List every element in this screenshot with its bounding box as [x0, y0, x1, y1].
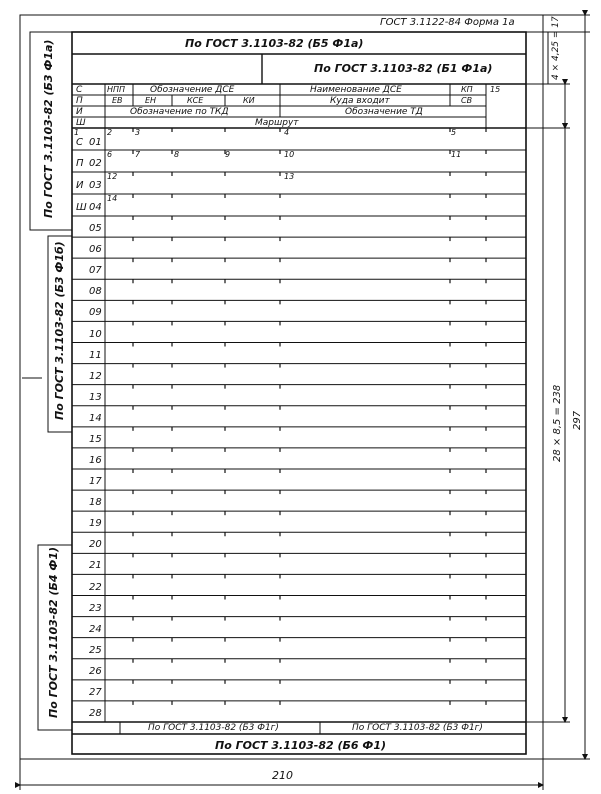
row-number: 06 [89, 244, 102, 256]
special-row-letter: И [76, 180, 84, 191]
row-number: 21 [89, 560, 102, 572]
col-number-14: 14 [107, 194, 118, 203]
tkd-label: Обозначение по ТКД [130, 107, 229, 117]
route-label: Маршрут [255, 118, 299, 128]
col-number-7: 7 [135, 150, 141, 159]
left-label-upper: По ГОСТ 3.1103-82 (Б3 Ф1а) [42, 39, 55, 218]
npp-label: НПП [107, 85, 126, 94]
header-height-dimension: 4 × 4,25 = 17 [551, 16, 561, 80]
row-number: 23 [89, 602, 102, 614]
col-number-6: 6 [107, 150, 113, 159]
form-frame [72, 32, 526, 754]
row-number: 27 [89, 686, 102, 698]
row-number: 10 [89, 328, 102, 340]
rows-height-dimension: 28 × 8,5 = 238 [552, 384, 563, 462]
kp-label: КП [461, 85, 473, 94]
sv-label: СВ [461, 96, 473, 105]
row-number: 12 [89, 370, 102, 382]
row-number: 25 [89, 644, 102, 656]
row-number: 08 [89, 286, 102, 298]
row-number: 18 [89, 497, 102, 509]
row-sh-letter: Ш [76, 118, 86, 128]
special-row-number: 01 [89, 137, 102, 148]
col-number-4: 4 [284, 128, 290, 137]
col-number-3: 3 [135, 128, 141, 137]
col-number-5: 5 [451, 128, 457, 137]
col-number-11: 11 [451, 150, 462, 159]
col-number-9: 9 [225, 150, 231, 159]
row-number: 28 [89, 708, 102, 719]
bottom-ref-left: По ГОСТ 3.1103-82 (Б3 Ф1г) [148, 723, 279, 733]
row-number: 26 [89, 665, 102, 677]
col-number-10: 10 [284, 150, 295, 159]
row-number: 20 [89, 539, 102, 551]
row-number: 16 [89, 455, 102, 466]
ki-label: КИ [243, 96, 255, 105]
designation-label: Обозначение ДСЕ [150, 85, 235, 95]
page-width-dimension: 210 [272, 769, 293, 782]
row-number: 24 [89, 623, 102, 635]
page-height-dimension: 297 [572, 410, 583, 430]
left-label-lower: По ГОСТ 3.1103-82 (Б4 Ф1) [47, 547, 60, 718]
td-label: Обозначение ТД [345, 107, 423, 117]
special-row-number: 04 [89, 202, 102, 213]
col-number-1: 1 [74, 128, 80, 137]
row-number: 17 [89, 476, 102, 488]
form-reference: ГОСТ 3.1122-84 Форма 1а [380, 17, 515, 28]
ev-label: ЕВ [112, 96, 123, 105]
special-row-letter: С [76, 137, 83, 148]
special-row-letter: Ш [76, 202, 87, 213]
name-label: Наименование ДСЕ [310, 85, 402, 95]
row-i-letter: И [76, 107, 83, 117]
top-header-b5: По ГОСТ 3.1103-82 (Б5 Ф1а) [185, 37, 364, 50]
col-number-12: 12 [107, 172, 118, 181]
kse-label: КСЕ [187, 96, 204, 105]
row-c-letter: С [76, 85, 83, 95]
top-header-b1: По ГОСТ 3.1103-82 (Б1 Ф1а) [314, 62, 493, 75]
special-row-number: 02 [89, 158, 102, 169]
left-label-middle: По ГОСТ 3.1103-82 (Б3 Ф1б) [53, 241, 66, 420]
col-number-2: 2 [107, 128, 113, 137]
col-15-label: 15 [490, 85, 501, 94]
bottom-header-b6: По ГОСТ 3.1103-82 (Б6 Ф1) [215, 739, 386, 752]
col-number-13: 13 [284, 172, 295, 181]
row-p-letter: П [76, 96, 83, 106]
row-number: 11 [89, 349, 102, 361]
row-number: 09 [89, 307, 102, 319]
bottom-ref-right: По ГОСТ 3.1103-82 (Б3 Ф1г) [352, 723, 483, 733]
row-number: 07 [89, 265, 102, 277]
where-label: Куда входит [330, 96, 390, 106]
row-number: 15 [89, 433, 102, 445]
en-label: ЕН [145, 96, 157, 105]
row-number: 13 [89, 391, 102, 403]
special-row-letter: П [76, 158, 84, 169]
row-number: 14 [89, 412, 102, 424]
row-number: 19 [89, 518, 102, 530]
row-number: 22 [89, 581, 102, 593]
col-number-8: 8 [174, 150, 180, 159]
row-number: 05 [89, 223, 102, 235]
special-row-number: 03 [89, 180, 102, 191]
